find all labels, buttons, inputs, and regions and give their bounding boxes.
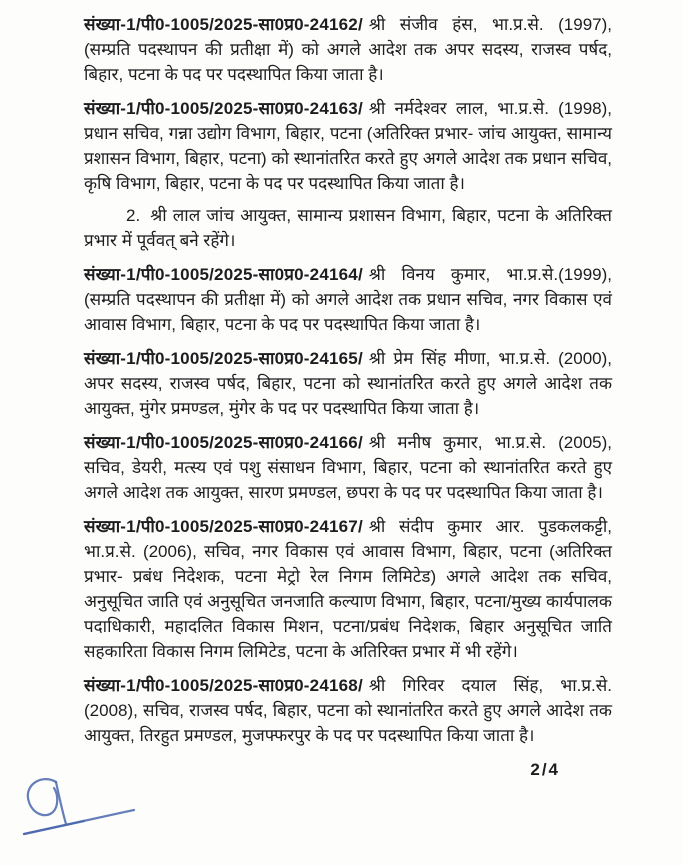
order-ref-number: संख्या-1/पी0-1005/2025-सा0प्र0-24168/ (84, 676, 363, 695)
order-paragraph-24166 (84, 430, 612, 505)
order-paragraph-24165 (84, 346, 612, 421)
order-paragraph-24162 (84, 12, 612, 87)
order-paragraph-24167 (84, 514, 612, 664)
order-ref-number: संख्या-1/पी0-1005/2025-सा0प्र0-24164/ (84, 265, 363, 284)
pen-signature-icon (16, 774, 166, 854)
document-body (84, 12, 612, 782)
page-number: 2/4 (530, 760, 560, 779)
order-text: श्री संजीव हंस, भा.प्र.से. (1997), (सम्प्रति पदस्थापन की प्रतीक्षा में) को अगले आदेश तक अपर सदस्य, राजस्व पर्षद, बिहार, पटना के पद पर पदस्थापित किया जाता है। (84, 15, 612, 84)
clause-number: 2. (126, 206, 141, 225)
order-ref-number: संख्या-1/पी0-1005/2025-सा0प्र0-24167/ (84, 517, 363, 536)
order-ref-number: संख्या-1/पी0-1005/2025-सा0प्र0-24162/ (84, 15, 363, 34)
order-text: श्री विनय कुमार, भा.प्र.से.(1999), (सम्प्रति पदस्थापन की प्रतीक्षा में) को अगले आदेश तक प्रधान सचिव, नगर विकास एवं आवास विभाग, बिहार, पटना के पद पर पदस्थापित किया जाता है। (84, 265, 612, 334)
order-paragraph-24163 (84, 96, 612, 196)
order-ref-number: संख्या-1/पी0-1005/2025-सा0प्र0-24163/ (84, 99, 363, 118)
order-ref-number: संख्या-1/पी0-1005/2025-सा0प्र0-24165/ (84, 349, 363, 368)
order-text: श्री प्रेम सिंह मीणा, भा.प्र.से. (2000), अपर सदस्य, राजस्व पर्षद, बिहार, पटना को स्थानांतरित करते हुए अगले आदेश तक आयुक्त, मुंगेर प्रमण्डल, मुंगेर के पद पर पदस्थापित किया जाता है। (84, 349, 612, 418)
order-paragraph-24164 (84, 262, 612, 337)
order-text: श्री नर्मदेश्वर लाल, भा.प्र.से. (1998), प्रधान सचिव, गन्ना उद्योग विभाग, बिहार, पटना (अतिरिक्त प्रभार- जांच आयुक्त, सामान्य प्रशासन विभाग, बिहार, पटना) को स्थानांतरित करते हुए अगले आदेश तक प्रधान सचिव, कृषि विभाग, बिहार, पटना के पद पर पदस्थापित किया जाता है। (84, 99, 612, 193)
order-text: श्री गिरिवर दयाल सिंह, भा.प्र.से. (2008), सचिव, राजस्व पर्षद, बिहार, पटना को स्थानांतरित करते हुए अगले आदेश तक आयुक्त, तिरहुत प्रमण्डल, मुजफ्फरपुर के पद पर पदस्थापित किया जाता है। (84, 676, 612, 745)
clause-text: श्री लाल जांच आयुक्त, सामान्य प्रशासन विभाग, बिहार, पटना के अतिरिक्त प्रभार में पूर्ववत् बने रहेंगे। (84, 206, 612, 250)
order-ref-number: संख्या-1/पी0-1005/2025-सा0प्र0-24166/ (84, 433, 363, 452)
order-text: श्री संदीप कुमार आर. पुडकलकट्टी, भा.प्र.से. (2006), सचिव, नगर विकास एवं आवास विभाग, बिहार, पटना (अतिरिक्त प्रभार- प्रबंध निदेशक, पटना मेट्रो रेल निगम लिमिटेड) अगले आदेश तक सचिव, अनुसूचित जाति एवं अनुसूचित जनजाति कल्याण विभाग, बिहार, पटना/मुख्य कार्यपालक पदाधिकारी, महादलित विकास मिशन, पटना/प्रबंध निदेशक, बिहार अनुसूचित जाति सहकारिता विकास निगम लिमिटेड, पटना के अतिरिक्त प्रभार में भी रहेंगे। (84, 517, 612, 661)
order-text: श्री मनीष कुमार, भा.प्र.से. (2005), सचिव, डेयरी, मत्स्य एवं पशु संसाधन विभाग, बिहार, पटना को स्थानांतरित करते हुए अगले आदेश तक आयुक्त, सारण प्रमण्डल, छपरा के पद पर पदस्थापित किया जाता है। (84, 433, 612, 502)
sub-clause-paragraph (84, 203, 612, 253)
order-paragraph-24168 (84, 673, 612, 748)
